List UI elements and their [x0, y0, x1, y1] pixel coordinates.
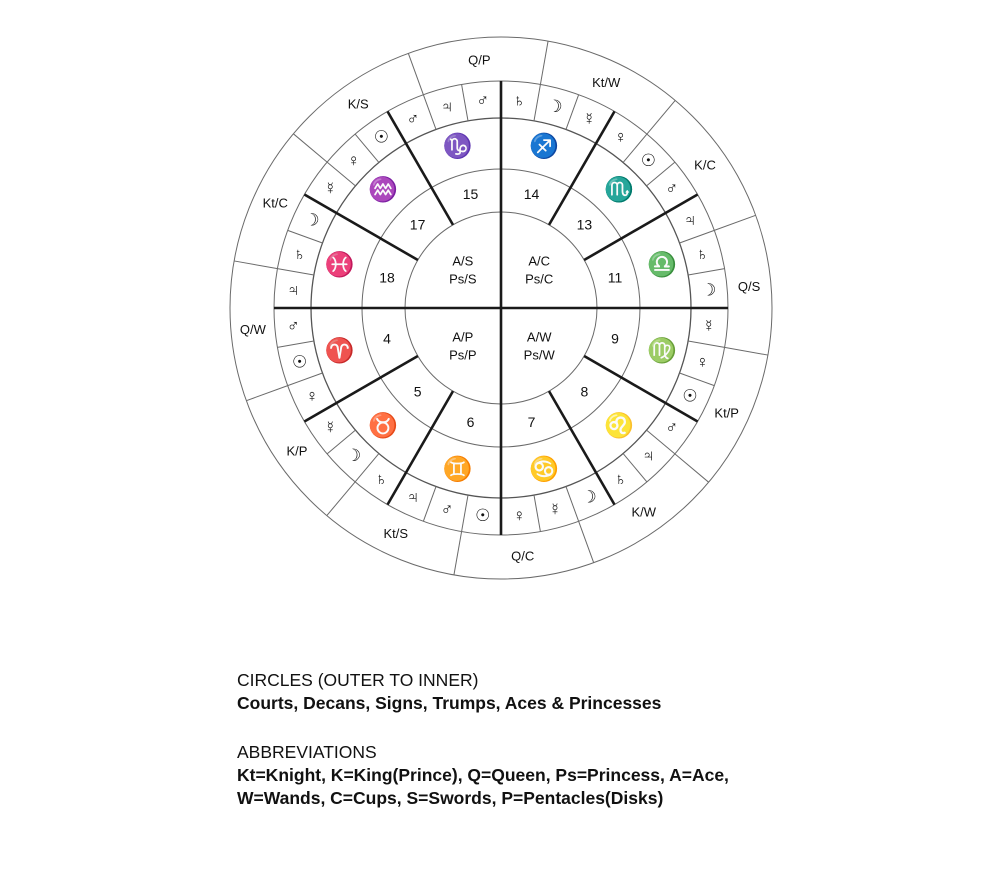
- sign-boundary: [584, 356, 697, 422]
- court-label: Kt/P: [714, 405, 739, 421]
- decan-planet-glyph: ♄: [375, 469, 388, 489]
- decan-planet-glyph: ♂: [440, 499, 454, 519]
- sign-boundary: [304, 195, 417, 261]
- decan-planet-glyph: ♄: [696, 244, 709, 264]
- decan-planet-glyph: ♃: [286, 280, 300, 300]
- legend-circles-heading: CIRCLES (OUTER TO INNER): [237, 670, 479, 690]
- sign-boundary: [388, 391, 454, 504]
- zodiac-sign-glyph: ♉: [367, 412, 398, 440]
- trump-number: 6: [466, 414, 475, 430]
- sign-boundary: [388, 111, 454, 224]
- sign-boundary: [304, 356, 417, 422]
- ace-label: A/S: [452, 253, 474, 269]
- ace-label: A/P: [452, 329, 474, 345]
- court-divider: [327, 482, 355, 516]
- decan-planet-glyph: ☽: [345, 445, 362, 465]
- ace-label: A/W: [526, 329, 552, 345]
- trump-number: 18: [379, 269, 395, 286]
- decan-divider: [423, 95, 436, 130]
- zodiac-sign-glyph: ♍: [647, 337, 678, 365]
- court-label: Kt/W: [592, 74, 621, 90]
- court-divider: [647, 100, 675, 134]
- wheel-dividers: [234, 41, 768, 575]
- trump-number: 5: [413, 383, 422, 400]
- princess-label: Ps/S: [449, 271, 477, 287]
- decan-planet-glyph: ☉: [475, 506, 491, 526]
- court-label: Q/P: [468, 52, 491, 68]
- decan-planet-glyph: ☿: [702, 316, 716, 336]
- zodiac-sign-glyph: ♋: [529, 455, 560, 483]
- princess-label: Ps/W: [523, 347, 555, 363]
- decan-planet-glyph: ♂: [476, 90, 490, 110]
- court-divider: [675, 454, 709, 482]
- court-label: K/S: [347, 96, 369, 112]
- court-divider: [408, 53, 423, 94]
- decan-planet-glyph: ♂: [665, 178, 679, 198]
- court-label: Q/W: [239, 322, 266, 338]
- decan-divider: [688, 269, 724, 275]
- court-label: K/C: [694, 157, 716, 173]
- decan-planet-glyph: ☿: [582, 109, 596, 129]
- decan-divider: [534, 84, 540, 120]
- decan-planet-glyph: ☉: [373, 127, 390, 147]
- decan-planet-glyph: ♀: [347, 151, 360, 171]
- zodiac-sign-glyph: ♐: [529, 133, 560, 161]
- decan-planet-glyph: ☽: [304, 210, 320, 230]
- trump-number: 8: [580, 383, 589, 400]
- decan-divider: [288, 373, 323, 386]
- zodiac-sign-glyph: ♊: [442, 455, 473, 483]
- zodiac-sign-glyph: ♎: [647, 251, 678, 279]
- decan-planet-glyph: ♀: [614, 127, 627, 147]
- zodiac-sign-glyph: ♌: [604, 412, 635, 440]
- decan-planet-glyph: ☿: [548, 499, 562, 519]
- trump-number: 13: [576, 216, 593, 233]
- decan-divider: [566, 487, 579, 522]
- decan-divider: [277, 269, 313, 275]
- legend-abbr-heading: ABBREVIATIONS: [237, 742, 377, 762]
- decan-planet-glyph: ♀: [512, 506, 526, 526]
- court-label: Q/C: [511, 548, 535, 564]
- princess-label: Ps/C: [525, 271, 554, 287]
- ace-label: A/C: [528, 253, 551, 269]
- trump-number: 4: [383, 330, 391, 347]
- court-divider: [454, 532, 462, 575]
- court-divider: [540, 41, 548, 84]
- decan-planet-glyph: ☿: [323, 178, 337, 198]
- legend-circles: [237, 669, 661, 715]
- decan-divider: [423, 487, 436, 522]
- decan-planet-glyph: ♃: [642, 445, 655, 465]
- court-label: Kt/S: [383, 526, 409, 542]
- court-divider: [725, 347, 768, 355]
- trump-number: 15: [462, 186, 479, 202]
- legend-abbr-line-2: W=Wands, C=Cups, S=Swords, P=Pentacles(Disks): [237, 788, 664, 808]
- zodiac-sign-glyph: ♑: [442, 133, 473, 161]
- court-divider: [579, 521, 594, 562]
- court-label: Q/S: [737, 278, 761, 294]
- decan-planet-glyph: ☽: [547, 97, 563, 117]
- legend-circles-body: Courts, Decans, Signs, Trumps, Aces & Princesses: [237, 693, 662, 713]
- decan-planet-glyph: ☉: [640, 151, 657, 171]
- court-divider: [293, 134, 327, 162]
- decan-planet-glyph: ♀: [305, 386, 319, 406]
- decan-planet-glyph: ♄: [293, 244, 306, 264]
- decan-divider: [534, 495, 540, 531]
- decan-divider: [688, 341, 724, 347]
- trump-number: 9: [611, 330, 619, 347]
- court-divider: [714, 215, 755, 230]
- zodiac-sign-glyph: ♈: [324, 337, 355, 365]
- decan-planet-glyph: ☽: [581, 487, 597, 507]
- court-label: K/W: [631, 504, 657, 520]
- decan-planet-glyph: ♃: [440, 97, 454, 117]
- decan-planet-glyph: ♂: [406, 109, 420, 129]
- decan-planet-glyph: ♃: [406, 487, 420, 507]
- trump-number: 17: [409, 216, 426, 233]
- decan-divider: [566, 95, 579, 130]
- court-label: Kt/C: [262, 195, 288, 211]
- legend-abbreviations: [237, 741, 729, 810]
- decan-planet-glyph: ♄: [512, 90, 526, 110]
- decan-divider: [462, 495, 468, 531]
- trump-number: 11: [607, 269, 623, 286]
- decan-planet-glyph: ☉: [291, 352, 308, 372]
- decan-planet-glyph: ♂: [665, 418, 679, 438]
- decan-planet-glyph: ☽: [701, 280, 717, 300]
- decan-divider: [288, 230, 323, 243]
- trump-number: 14: [523, 186, 540, 202]
- decan-divider: [277, 341, 313, 347]
- zodiac-sign-glyph: ♒: [367, 176, 398, 204]
- decan-planet-glyph: ☉: [682, 386, 698, 406]
- decan-planet-glyph: ☿: [323, 418, 337, 438]
- decan-divider: [462, 84, 468, 120]
- trump-number: 7: [527, 414, 536, 430]
- legend-abbr-line-1: Kt=Knight, K=King(Prince), Q=Queen, Ps=Princess, A=Ace,: [237, 765, 729, 785]
- princess-label: Ps/P: [449, 347, 477, 363]
- decan-planet-glyph: ♄: [614, 469, 627, 489]
- decan-planet-glyph: ♃: [683, 210, 697, 230]
- court-divider: [246, 386, 287, 401]
- decan-planet-glyph: ♂: [286, 316, 300, 336]
- zodiac-sign-glyph: ♓: [324, 251, 355, 279]
- zodiac-sign-glyph: ♏: [604, 176, 635, 204]
- decan-divider: [680, 230, 715, 243]
- decan-divider: [680, 373, 715, 386]
- court-divider: [234, 261, 277, 269]
- sign-boundary: [584, 195, 697, 261]
- court-label: K/P: [286, 443, 308, 459]
- decan-planet-glyph: ♀: [696, 352, 709, 372]
